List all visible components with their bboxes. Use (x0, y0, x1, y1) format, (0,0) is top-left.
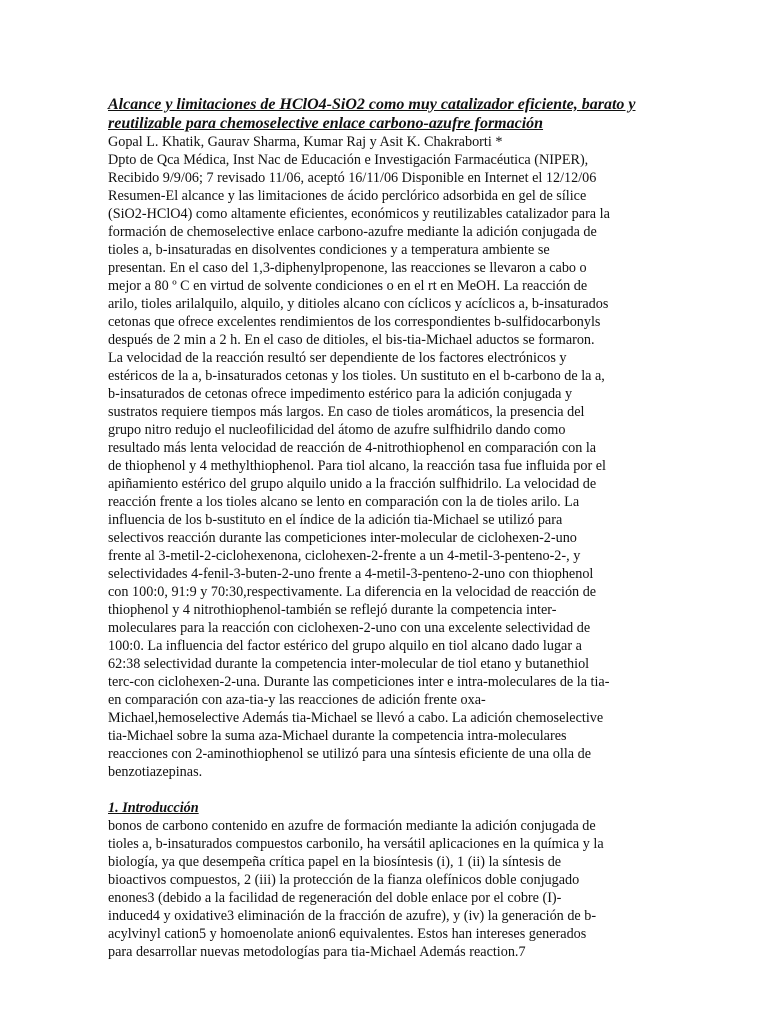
introduction-line: enones3 (debido a la facilidad de regeneración del doble enlace por el cobre (I)- (108, 890, 562, 906)
abstract-line: tia-Michael sobre la suma aza-Michael durante la competencia intra-moleculares (108, 728, 567, 744)
document-title: Alcance y limitaciones de HClO4-SiO2 como muy catalizador eficiente, barato y reutilizable para chemoselective enlace carbono-azufre formación (108, 96, 636, 132)
abstract-line: 100:0. La influencia del factor estérico del grupo alquilo en tiol alcano dado lugar a (108, 638, 582, 654)
abstract-line: sustratos requiere tiempos más largos. En caso de tioles aromáticos, la presencia del (108, 404, 585, 420)
document-page (108, 95, 658, 961)
abstract-line: formación de chemoselective enlace carbono-azufre mediante la adición conjugada de (108, 224, 597, 240)
abstract-line: moleculares para la reacción con ciclohexen-2-uno con una excelente selectividad de (108, 620, 591, 636)
abstract-line: reacción frente a los tioles alcano se lento en comparación con la de tioles arilo. La (108, 494, 580, 510)
abstract-line: resultado más lenta velocidad de reacción de 4-nitrothiophenol en comparación con la (108, 440, 597, 456)
introduction-line: para desarrollar nuevas metodologías para tia-Michael Además reaction.7 (108, 944, 526, 960)
abstract-line: frente al 3-metil-2-ciclohexenona, ciclohexen-2-frente a un 4-metil-3-penteno-2-, y (108, 548, 581, 564)
abstract-line: con 100:0, 91:9 y 70:30,respectivamente. La diferencia en la velocidad de reacción de (108, 584, 597, 600)
section-heading-introduction: 1. Introducción (108, 800, 199, 816)
abstract-line: thiophenol y 4 nitrothiophenol-también se reflejó durante la competencia inter- (108, 602, 557, 618)
document-affiliation: Dpto de Qca Médica, Inst Nac de Educación e Investigación Farmacéutica (NIPER), (108, 152, 589, 168)
introduction-line: tioles a, b-insaturados compuestos carbonilo, ha versátil aplicaciones en la química y la (108, 836, 604, 852)
introduction-line: bonos de carbono contenido en azufre de formación mediante la adición conjugada de (108, 818, 596, 834)
abstract-line: Michael,hemoselective Además tia-Michael se llevó a cabo. La adición chemoselective (108, 710, 604, 726)
abstract-block (108, 169, 658, 781)
abstract-line: Resumen-El alcance y las limitaciones de ácido perclórico adsorbida en gel de sílice (108, 188, 587, 204)
abstract-line: selectivos reacción durante las competiciones inter-molecular de ciclohexen-2-uno (108, 530, 577, 546)
abstract-line: 62:38 selectividad durante la competencia inter-molecular de tiol etano y butanethiol (108, 656, 590, 672)
document-authors: Gopal L. Khatik, Gaurav Sharma, Kumar Raj y Asit K. Chakraborti * (108, 134, 503, 150)
abstract-line: reacciones con 2-aminothiophenol se utilizó para una síntesis eficiente de una olla de (108, 746, 591, 762)
abstract-line: grupo nitro redujo el nucleofilicidad del átomo de azufre sulfhidrilo dando como (108, 422, 566, 438)
abstract-line: arilo, tioles arilalquilo, alquilo, y ditioles alcano con cíclicos y acíclicos a, b-insaturados (108, 296, 609, 312)
abstract-line: apiñamiento estérico del grupo alquilo unido a la fracción sulfhidrilo. La velocidad de (108, 476, 597, 492)
abstract-line: b-insaturados de cetonas ofrece impedimento estérico para la adición conjugada y (108, 386, 573, 402)
abstract-line: presentan. En el caso del 1,3-diphenylpropenone, las reacciones se llevaron a cabo o (108, 260, 587, 276)
introduction-line: induced4 y oxidative3 eliminación de la fracción de azufre), y (iv) la generación de b- (108, 908, 597, 924)
abstract-line: La velocidad de la reacción resultó ser dependiente de los factores electrónicos y (108, 350, 567, 366)
introduction-block (108, 817, 658, 961)
abstract-line: influencia de los b-sustituto en el índice de la adición tia-Michael se utilizó para (108, 512, 563, 528)
abstract-line: estéricos de la a, b-insaturados cetonas y los tioles. Un sustituto en el b-carbono de la a, (108, 368, 605, 384)
abstract-line: terc-con ciclohexen-2-una. Durante las competiciones inter e intra-moleculares de la tia- (108, 674, 610, 690)
abstract-line: Recibido 9/9/06; 7 revisado 11/06, aceptó 16/11/06 Disponible en Internet el 12/12/06 (108, 170, 597, 186)
abstract-line: después de 2 min a 2 h. En el caso de ditioles, el bis-tia-Michael aductos se formaron. (108, 332, 595, 348)
abstract-line: en comparación con aza-tia-y las reacciones de adición frente oxa- (108, 692, 486, 708)
section-gap (108, 781, 658, 799)
abstract-line: selectividades 4-fenil-3-buten-2-uno frente a 4-metil-3-penteno-2-uno con thiophenol (108, 566, 594, 582)
introduction-line: bioactivos compuestos, 2 (iii) la protección de la fianza olefínicos doble conjugado (108, 872, 580, 888)
introduction-line: biología, ya que desempeña crítica papel en la biosíntesis (i), 1 (ii) la síntesis de (108, 854, 562, 870)
abstract-line: de thiophenol y 4 methylthiophenol. Para tiol alcano, la reacción tasa fue influida por el (108, 458, 606, 474)
abstract-line: tioles a, b-insaturadas en disolventes condiciones y a temperatura ambiente se (108, 242, 550, 258)
abstract-line: benzotiazepinas. (108, 764, 203, 780)
abstract-line: mejor a 80 º C en virtud de solvente condiciones o en el rt en MeOH. La reacción de (108, 278, 588, 294)
introduction-line: acylvinyl cation5 y homoenolate anion6 equivalentes. Estos han intereses generados (108, 926, 587, 942)
abstract-line: cetonas que ofrece excelentes rendimientos de los correspondientes b-sulfidocarbonyls (108, 314, 601, 330)
abstract-line: (SiO2-HClO4) como altamente eficientes, económicos y reutilizables catalizador para la (108, 206, 610, 222)
